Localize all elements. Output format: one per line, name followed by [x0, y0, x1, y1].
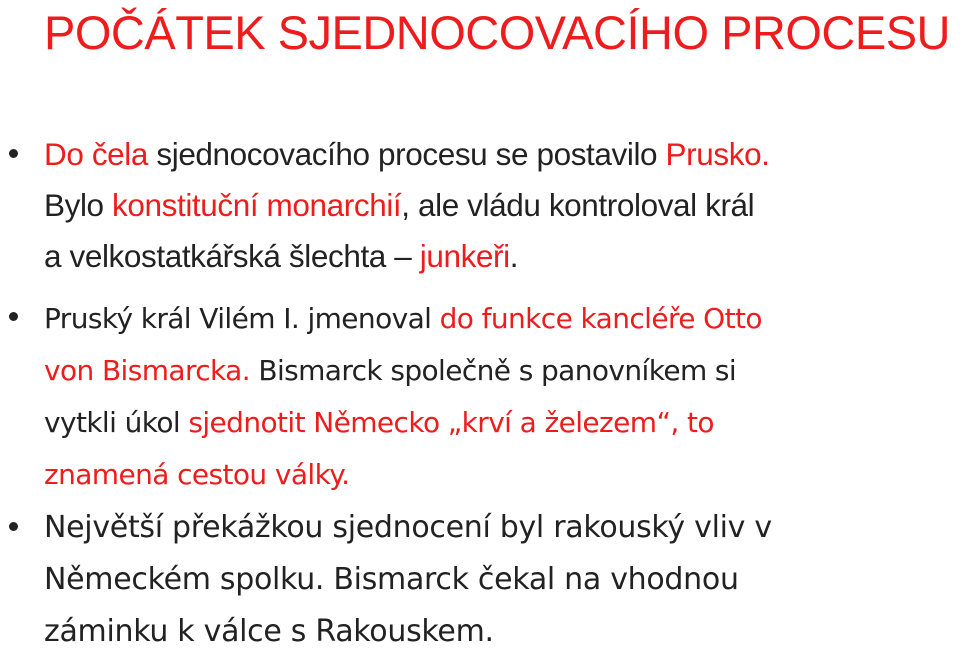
- bullet-dot-icon: [9, 312, 18, 321]
- body-text: , ale vládu kontroloval král: [401, 187, 755, 223]
- bullet-line: [44, 129, 959, 180]
- body-text: a velkostatkářská šlechta –: [44, 238, 420, 274]
- bullet-line: [44, 449, 959, 501]
- bullet-item: [44, 502, 959, 658]
- slide-title: POČÁTEK SJEDNOCOVACÍHO PROCESU: [44, 6, 950, 59]
- bullet-line: [44, 397, 959, 449]
- bullet-line: [44, 180, 959, 231]
- bullet-dot-icon: [9, 522, 18, 531]
- body-text: .: [509, 238, 519, 274]
- highlighted-text: do funkce kancléře Otto: [439, 302, 762, 335]
- highlighted-text: znamená cestou války.: [44, 458, 350, 491]
- body-text: Německém spolku. Bismarck čekal na vhodnou: [44, 562, 739, 597]
- highlighted-text: sjednotit Německo „krví a železem“, to: [188, 406, 714, 439]
- body-text: Největší překážkou sjednocení byl rakouský vliv v: [44, 510, 772, 545]
- bullet-line: [44, 606, 959, 658]
- bullet-line: [44, 502, 959, 554]
- body-text: sjednocovacího procesu se postavilo: [148, 136, 666, 172]
- bullet-line: [44, 554, 959, 606]
- highlighted-text: konstituční monarchií: [112, 187, 402, 223]
- highlighted-text: Do čela: [44, 136, 149, 172]
- highlighted-text: von Bismarcka.: [44, 354, 251, 387]
- bullet-line: [44, 345, 959, 397]
- bullet-line: [44, 231, 959, 282]
- body-text: Bismarck společně s panovníkem si: [250, 354, 737, 387]
- body-text: záminku k válce s Rakouskem.: [44, 614, 494, 649]
- highlighted-text: junkeři: [419, 238, 510, 274]
- bullet-item: [44, 293, 959, 501]
- bullet-item: [44, 129, 959, 282]
- body-text: Pruský král Vilém I. jmenoval: [44, 302, 440, 335]
- highlighted-text: Prusko.: [665, 136, 770, 172]
- body-text: Bylo: [44, 187, 113, 223]
- body-text: vytkli úkol: [44, 406, 189, 439]
- bullet-dot-icon: [9, 149, 18, 158]
- bullet-line: [44, 293, 959, 345]
